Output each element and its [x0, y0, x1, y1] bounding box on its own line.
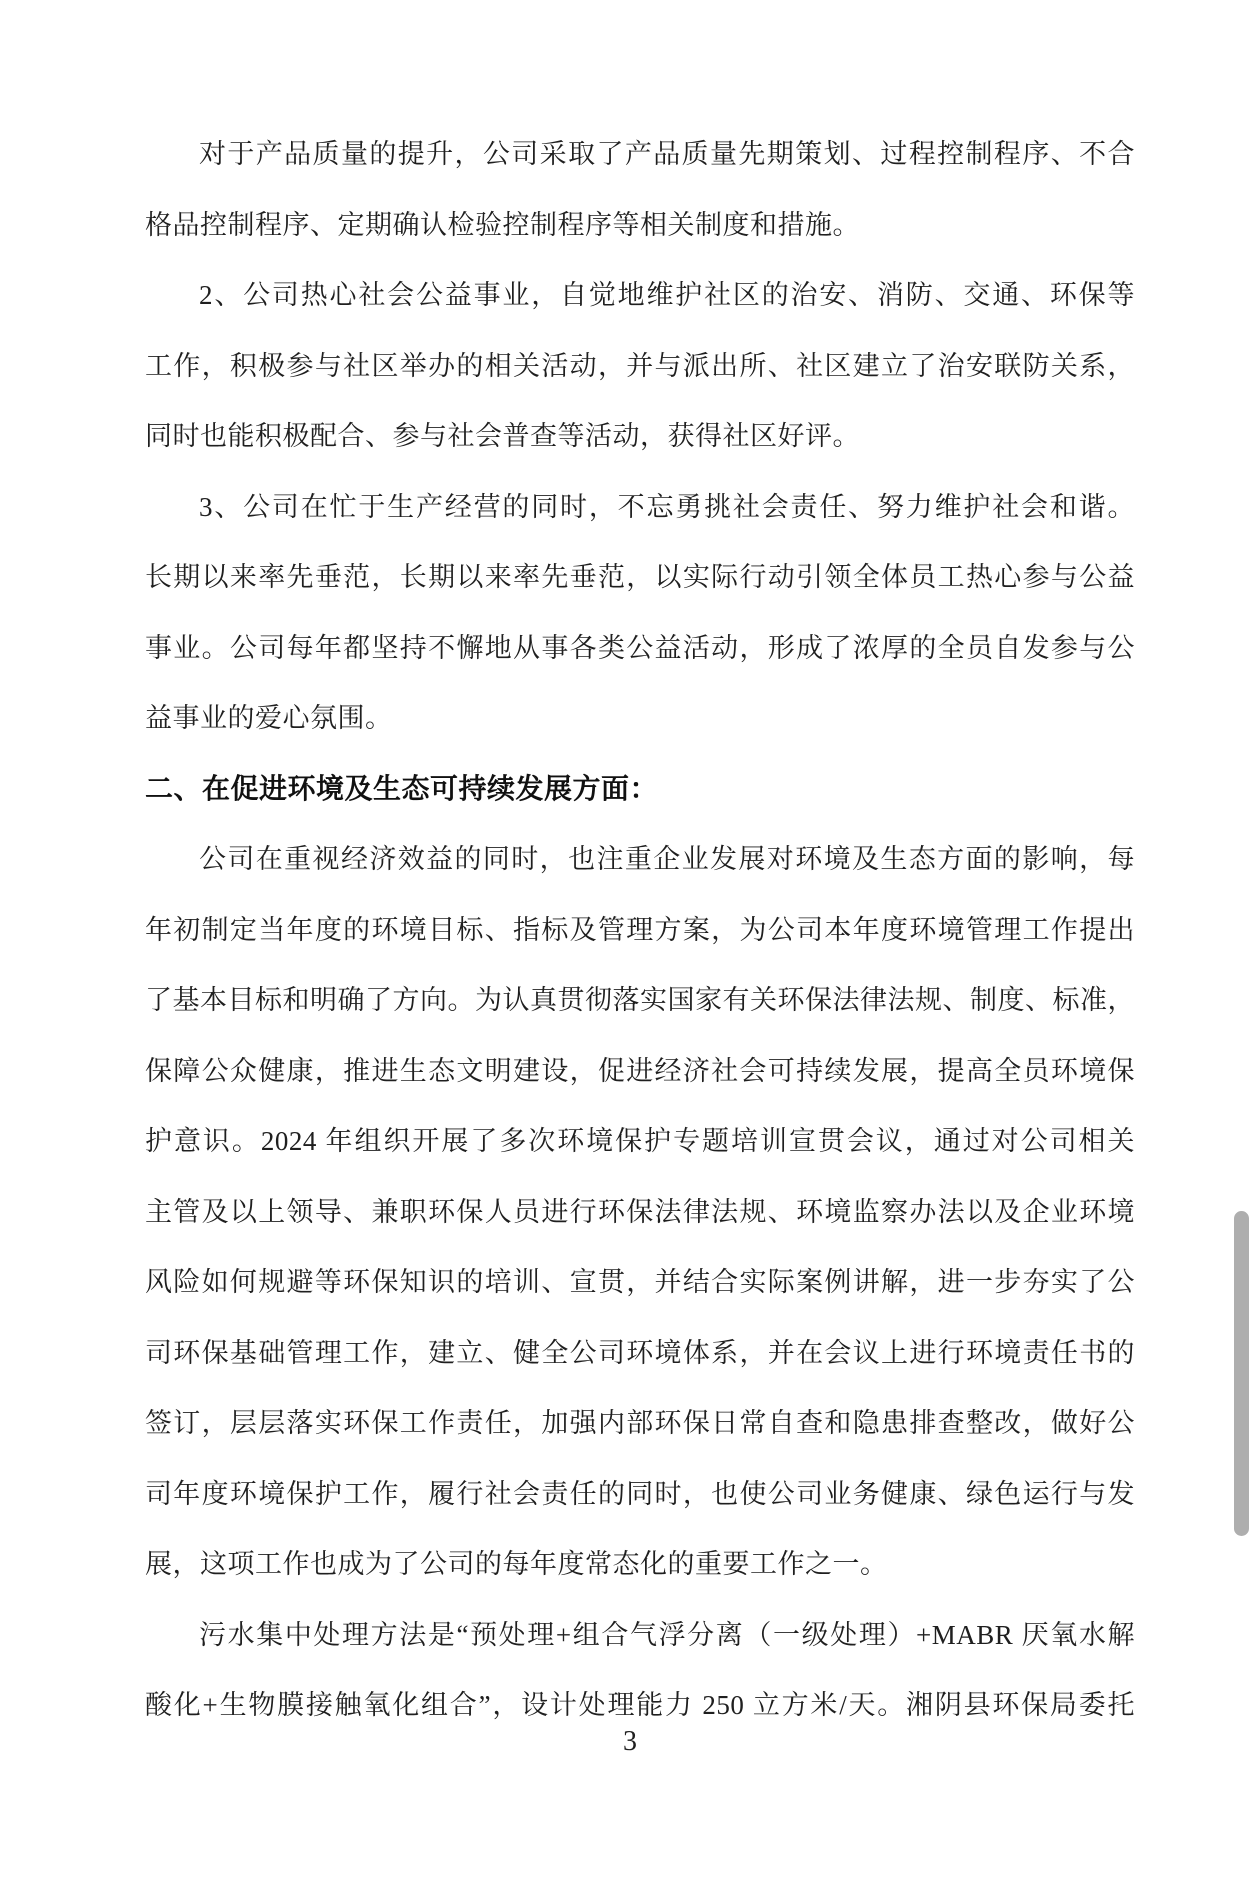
text-line: 事业。公司每年都坚持不懈地从事各类公益活动，形成了浓厚的全员自发参与公 — [145, 632, 1135, 663]
text-line: 2、公司热心社会公益事业，自觉地维护社区的治安、消防、交通、环保等 — [199, 280, 1135, 310]
text-line: 3、公司在忙于生产经营的同时，不忘勇挑社会责任、努力维护社会和谐。 — [199, 491, 1135, 522]
scrollbar-thumb[interactable] — [1234, 1211, 1249, 1536]
text-line: 签订，层层落实环保工作责任，加强内部环保日常自查和隐患排查整改，做好公 — [145, 1408, 1135, 1438]
text-line: 年初制定当年度的环境目标、指标及管理方案，为公司本年度环境管理工作提出 — [145, 914, 1135, 945]
text-line: 同时也能积极配合、参与社会普查等活动，获得社区好评。 — [145, 421, 860, 451]
text-line: 风险如何规避等环保知识的培训、宣贯，并结合实际案例讲解，进一步夯实了公 — [145, 1267, 1135, 1297]
text-line: 益事业的爱心氛围。 — [145, 703, 393, 733]
text-line: 司年度环境保护工作，履行社会责任的同时，也使公司业务健康、绿色运行与发 — [145, 1478, 1135, 1509]
text-line: 主管及以上领导、兼职环保人员进行环保法律法规、环境监察办法以及企业环境 — [145, 1196, 1135, 1227]
text-lines — [145, 119, 1135, 1741]
text-line: 公司在重视经济效益的同时，也注重企业发展对环境及生态方面的影响，每 — [199, 844, 1135, 874]
section-heading: 二、在促进环境及生态可持续发展方面： — [145, 772, 659, 804]
text-line: 长期以来率先垂范，长期以来率先垂范，以实际行动引领全体员工热心参与公益 — [145, 562, 1135, 592]
text-line: 司环保基础管理工作，建立、健全公司环境体系，并在会议上进行环境责任书的 — [145, 1337, 1135, 1368]
text-line: 工作，积极参与社区举办的相关活动，并与派出所、社区建立了治安联防关系， — [145, 350, 1135, 381]
text-line: 保障公众健康，推进生态文明建设，促进经济社会可持续发展，提高全员环境保 — [145, 1055, 1135, 1086]
text-line: 了基本目标和明确了方向。为认真贯彻落实国家有关环保法律法规、制度、标准， — [145, 985, 1135, 1015]
text-line: 护意识。2024 年组织开展了多次环境保护专题培训宣贯会议，通过对公司相关 — [145, 1126, 1135, 1156]
text-line: 污水集中处理方法是“预处理+组合气浮分离（一级处理）+MABR 厌氧水解 — [199, 1619, 1135, 1650]
text-line: 酸化+生物膜接触氧化组合”，设计处理能力 250 立方米/天。湘阴县环保局委托 — [145, 1690, 1135, 1720]
text-line: 展，这项工作也成为了公司的每年度常态化的重要工作之一。 — [145, 1549, 888, 1579]
text-line: 格品控制程序、定期确认检验控制程序等相关制度和措施。 — [145, 209, 860, 240]
scrollbar-track[interactable] — [1233, 0, 1250, 1884]
text-line: 对于产品质量的提升，公司采取了产品质量先期策划、过程控制程序、不合 — [199, 139, 1135, 169]
page-number: 3 — [623, 1726, 637, 1757]
